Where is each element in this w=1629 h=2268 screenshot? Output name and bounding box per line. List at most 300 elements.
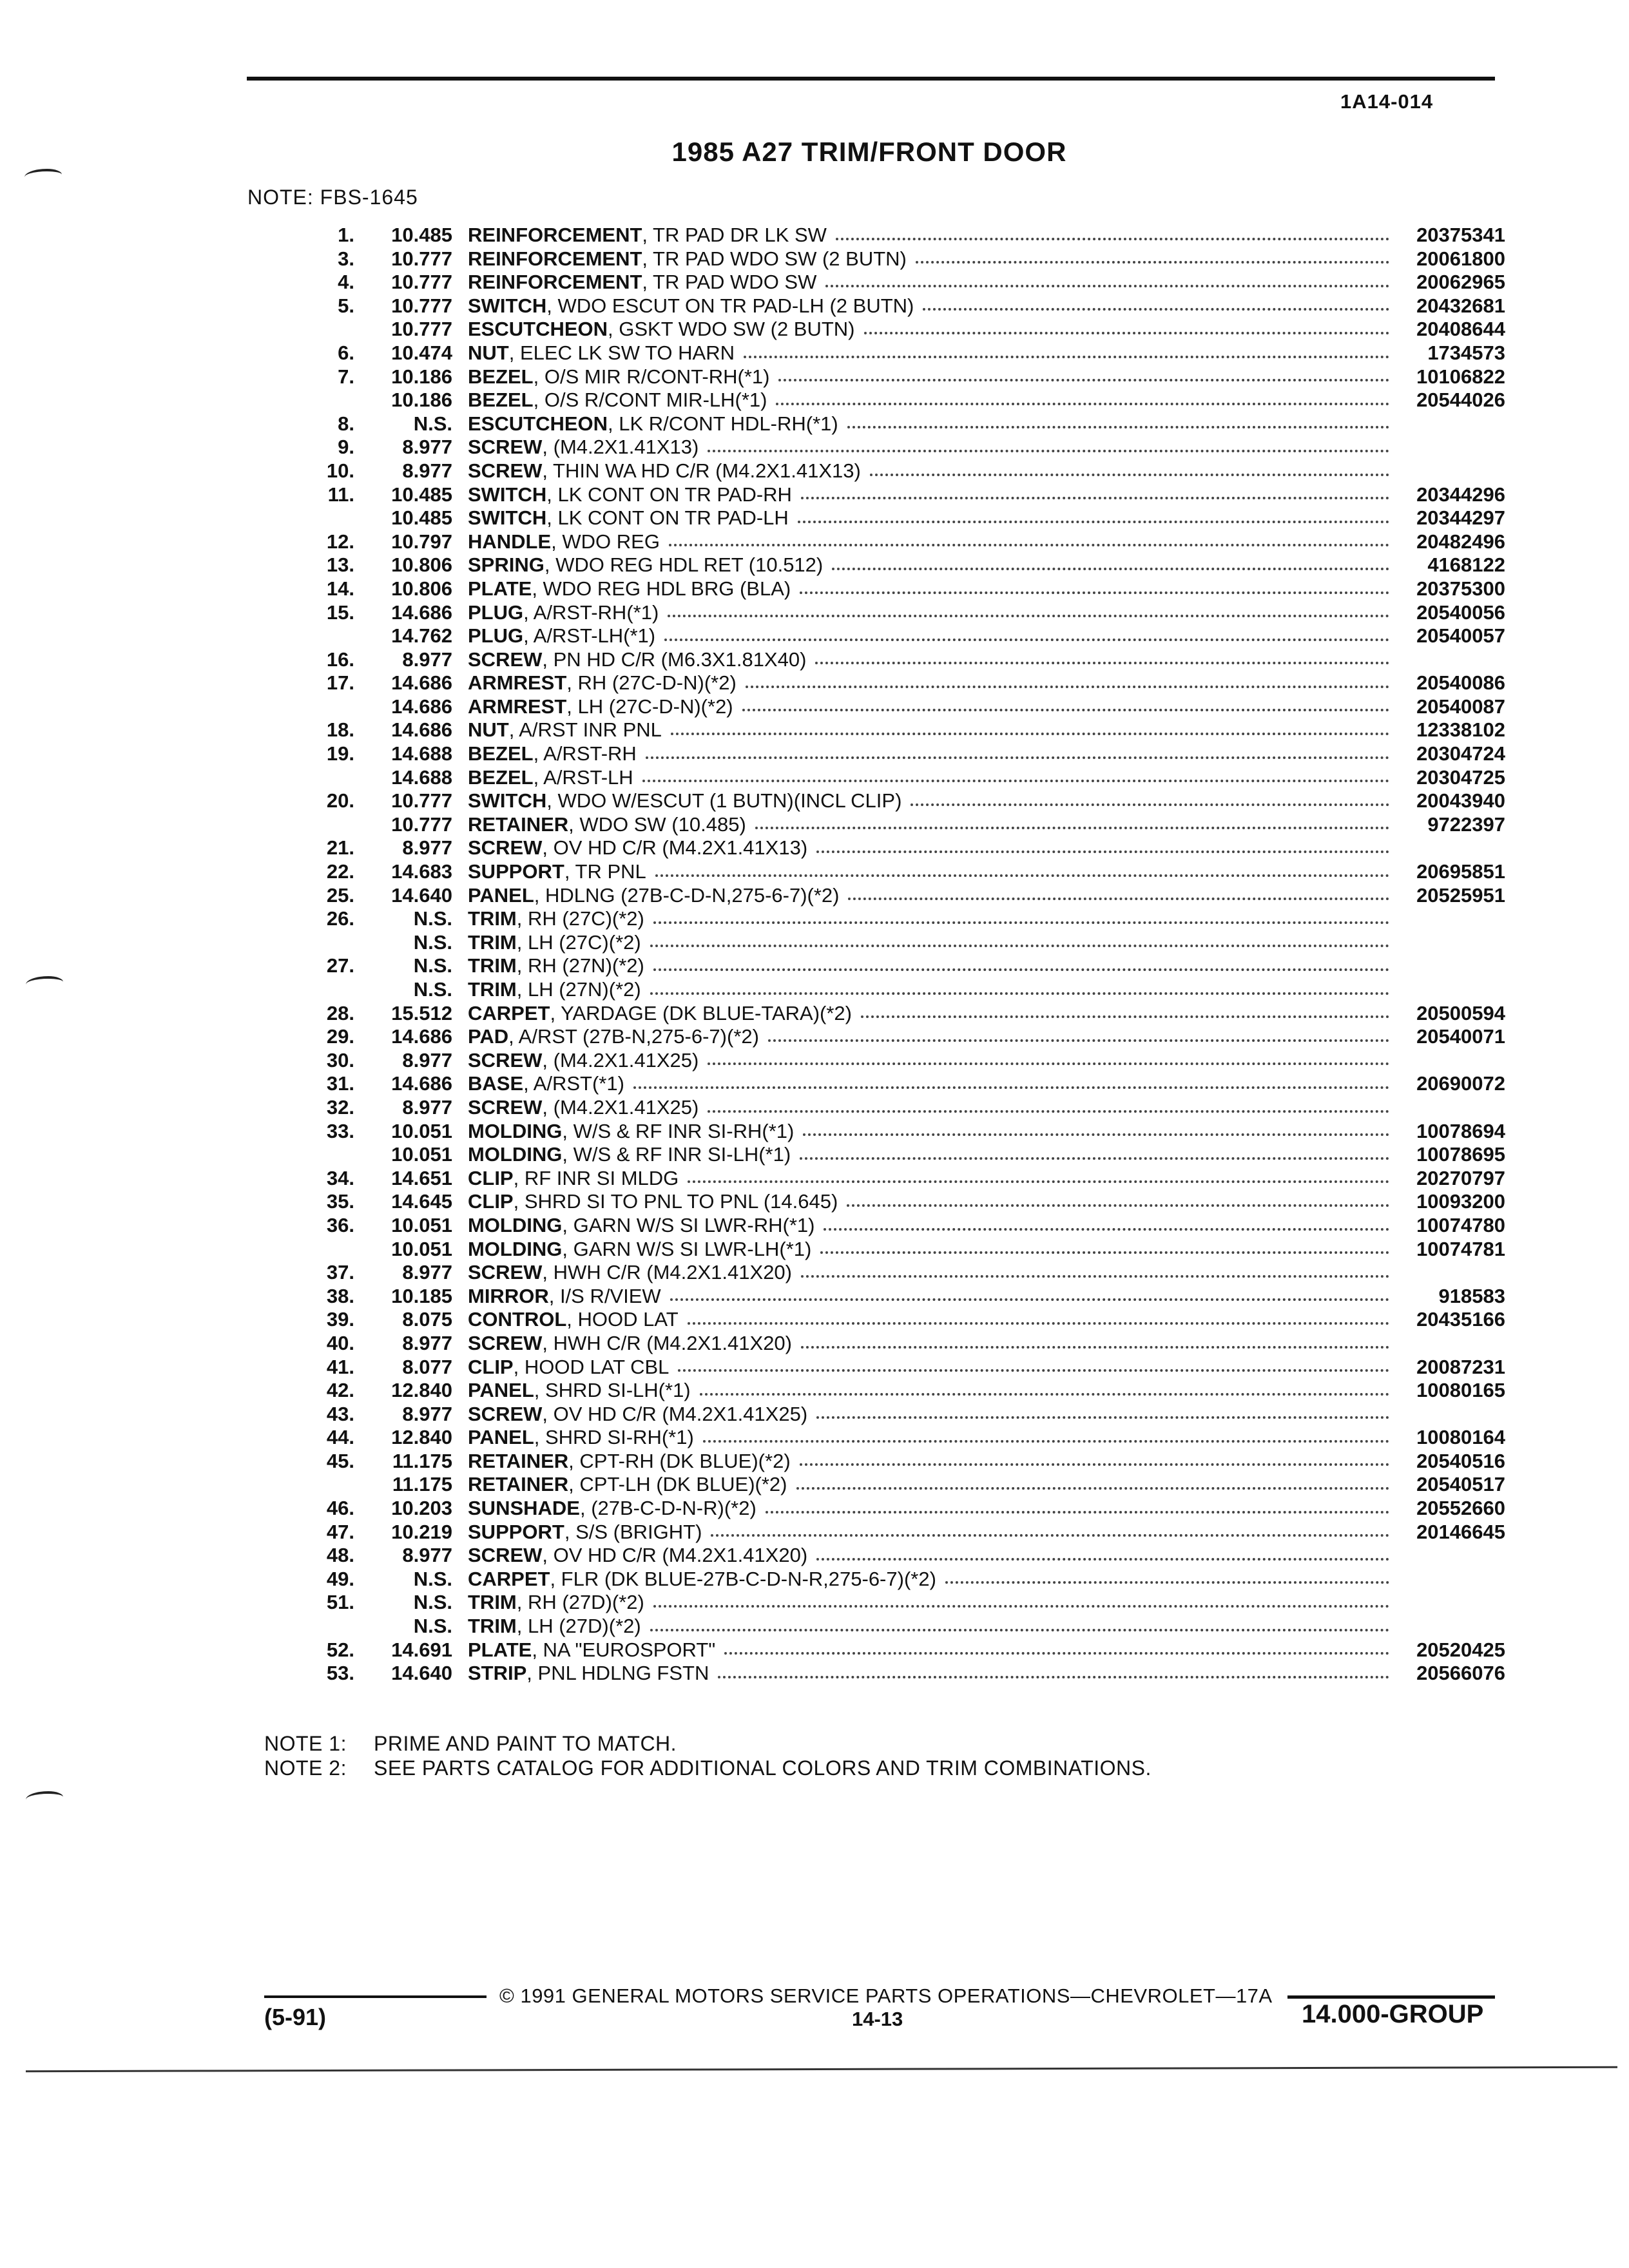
part-description [468, 341, 1389, 365]
dot-leader [708, 436, 1389, 452]
part-name: RETAINER [468, 1449, 569, 1472]
item-number: 8. [338, 412, 354, 435]
part-detail: , O/S MIR R/CONT-RH(*1) [533, 365, 770, 388]
part-row [303, 1025, 1514, 1049]
part-description [468, 389, 1389, 412]
part-description [468, 294, 1389, 318]
group-number: 10.051 [391, 1237, 452, 1260]
dot-leader [688, 1167, 1389, 1184]
dot-leader [815, 648, 1389, 665]
part-number: 20540057 [1416, 624, 1505, 648]
dot-leader [800, 577, 1389, 594]
part-description [468, 1591, 1389, 1615]
part-description [468, 1167, 1389, 1191]
part-description [468, 1497, 1389, 1521]
part-row [303, 695, 1514, 719]
group-number: 10.777 [391, 318, 452, 341]
part-description [468, 1568, 1389, 1591]
part-description [468, 506, 1389, 530]
part-description [468, 931, 1389, 955]
part-name: RETAINER [468, 1473, 569, 1496]
group-number: 10.185 [391, 1284, 452, 1307]
dot-leader [678, 1356, 1389, 1372]
part-name: CARPET [468, 1001, 550, 1024]
group-number: 12.840 [391, 1426, 452, 1449]
margin-punch-mark [26, 1791, 63, 1805]
group-number: 14.651 [391, 1166, 452, 1189]
part-description [468, 1639, 1389, 1662]
part-row [303, 836, 1514, 860]
dot-leader [650, 1615, 1389, 1631]
part-name: SCREW [468, 1095, 543, 1119]
item-number: 5. [338, 294, 354, 317]
part-name: BEZEL [468, 365, 534, 388]
part-row [303, 1662, 1514, 1686]
item-number: 17. [326, 671, 354, 695]
part-detail: , (M4.2X1.41X25) [542, 1095, 699, 1119]
part-row [303, 553, 1514, 577]
part-row [303, 884, 1514, 908]
group-number: 10.051 [391, 1143, 452, 1166]
part-row [303, 341, 1514, 365]
part-description [468, 1473, 1389, 1497]
group-number: 14.691 [391, 1638, 452, 1661]
group-number: 15.512 [391, 1001, 452, 1024]
part-description [468, 836, 1389, 860]
note-text: PRIME AND PAINT TO MATCH. [374, 1732, 677, 1755]
dot-leader [945, 1568, 1389, 1584]
page-number: 14-13 [852, 2008, 903, 2030]
part-description [468, 483, 1389, 507]
item-number: 9. [338, 436, 354, 459]
part-row [303, 1450, 1514, 1474]
part-number: 4168122 [1427, 553, 1505, 577]
part-description [468, 1544, 1389, 1568]
part-description [468, 742, 1389, 766]
group-number: N.S. [413, 954, 452, 977]
dot-leader [824, 1214, 1389, 1231]
part-detail: , A/RST-RH(*1) [523, 601, 659, 624]
part-number: 20566076 [1416, 1662, 1505, 1685]
group-number: 10.186 [391, 365, 452, 388]
note-label: NOTE 1: [264, 1732, 347, 1755]
part-name: NUT [468, 341, 509, 364]
item-number: 30. [326, 1048, 354, 1072]
note-label: NOTE 2: [264, 1756, 347, 1780]
group-number: 12.840 [391, 1379, 452, 1402]
item-number: 49. [326, 1567, 354, 1590]
part-description [468, 1002, 1389, 1026]
item-number: 35. [326, 1190, 354, 1213]
part-name: SCREW [468, 836, 543, 860]
dot-leader [796, 1473, 1390, 1490]
part-row [303, 318, 1514, 341]
dot-leader [744, 341, 1389, 358]
item-number: 33. [326, 1119, 354, 1142]
margin-punch-mark [26, 976, 63, 990]
part-number: 10074780 [1416, 1213, 1505, 1236]
part-name: TRIM [468, 1615, 517, 1638]
part-detail: , ELEC LK SW TO HARN [508, 341, 735, 364]
item-number: 27. [326, 954, 354, 977]
part-description [468, 530, 1389, 554]
dot-leader [820, 1238, 1389, 1254]
group-number: 10.485 [391, 506, 452, 530]
item-number: 14. [326, 577, 354, 600]
part-detail: , GARN W/S SI LWR-LH(*1) [562, 1237, 812, 1260]
part-name: REINFORCEMENT [468, 271, 642, 294]
part-row [303, 365, 1514, 389]
part-description [468, 648, 1389, 672]
part-detail: , A/RST (27B-N,275-6-7)(*2) [508, 1025, 759, 1048]
part-name: BEZEL [468, 389, 534, 412]
part-number: 10078695 [1416, 1143, 1505, 1166]
part-description [468, 271, 1389, 294]
part-number: 20304724 [1416, 742, 1505, 765]
part-number: 20552660 [1416, 1497, 1505, 1520]
item-number: 37. [326, 1261, 354, 1284]
part-name: BEZEL [468, 765, 534, 789]
dot-leader [700, 1379, 1389, 1396]
part-row [303, 1332, 1514, 1356]
part-detail: , CPT-LH (DK BLUE)(*2) [568, 1473, 787, 1496]
group-number: 11.175 [392, 1449, 452, 1472]
margin-punch-mark [24, 169, 62, 183]
group-number: 14.688 [391, 765, 452, 789]
part-number: 20540087 [1416, 695, 1505, 718]
part-name: SCREW [468, 459, 543, 482]
group-number: 8.977 [402, 1331, 452, 1354]
part-detail: , LK CONT ON TR PAD-RH [546, 483, 792, 506]
part-row [303, 1143, 1514, 1167]
part-row [303, 624, 1514, 648]
part-description [468, 1332, 1389, 1356]
part-number: 20482496 [1416, 530, 1505, 553]
group-label: 14.000-GROUP [1302, 2000, 1484, 2028]
dot-leader [911, 789, 1389, 806]
part-name: REINFORCEMENT [468, 247, 642, 270]
part-row [303, 483, 1514, 507]
part-name: SCREW [468, 1048, 543, 1072]
parts-list [303, 224, 1514, 1686]
group-number: 8.977 [402, 1095, 452, 1119]
part-detail: , TR PAD DR LK SW [642, 224, 827, 246]
group-number: 14.640 [391, 883, 452, 907]
part-detail: , GARN W/S SI LWR-RH(*1) [562, 1213, 815, 1236]
part-description [468, 1615, 1389, 1639]
dot-leader [668, 601, 1389, 618]
part-description [468, 813, 1389, 837]
part-row [303, 648, 1514, 672]
part-name: SCREW [468, 1544, 543, 1567]
part-description [468, 1308, 1389, 1332]
part-row [303, 718, 1514, 742]
group-number: 14.645 [391, 1190, 452, 1213]
part-number: 20432681 [1416, 294, 1505, 317]
item-number: 41. [326, 1355, 354, 1378]
part-detail: , PN HD C/R (M6.3X1.81X40) [542, 648, 807, 671]
part-detail: , SHRD SI TO PNL TO PNL (14.645) [513, 1190, 838, 1213]
group-number: N.S. [413, 1567, 452, 1590]
dot-leader [801, 1261, 1389, 1278]
part-description [468, 577, 1389, 601]
part-detail: , FLR (DK BLUE-27B-C-D-N-R,275-6-7)(*2) [550, 1567, 936, 1590]
part-detail: , S/S (BRIGHT) [564, 1520, 702, 1543]
part-detail: , PNL HDLNG FSTN [526, 1662, 709, 1685]
group-number: 10.485 [391, 224, 452, 246]
part-name: SUPPORT [468, 1520, 564, 1543]
part-description [468, 1379, 1389, 1403]
part-row [303, 1167, 1514, 1191]
group-number: 14.686 [391, 695, 452, 718]
part-row [303, 1379, 1514, 1403]
item-number: 40. [326, 1331, 354, 1354]
part-detail: , WDO REG HDL RET (10.512) [544, 553, 824, 577]
part-row [303, 907, 1514, 931]
group-number: 14.683 [391, 860, 452, 883]
part-detail: , WDO REG HDL BRG (BLA) [532, 577, 791, 600]
part-row [303, 1568, 1514, 1591]
part-row [303, 1261, 1514, 1285]
part-number: 20435166 [1416, 1308, 1505, 1331]
part-name: SCREW [468, 1261, 543, 1284]
part-detail: , RH (27D)(*2) [516, 1591, 644, 1614]
group-number: 10.777 [391, 294, 452, 317]
part-name: TRIM [468, 930, 517, 954]
group-number: 14.762 [391, 624, 452, 648]
item-number: 45. [326, 1449, 354, 1472]
part-description [468, 671, 1389, 695]
part-number: 20062965 [1416, 271, 1505, 294]
part-row [303, 766, 1514, 790]
part-number: 10078694 [1416, 1119, 1505, 1142]
dot-leader [653, 954, 1389, 971]
dot-leader [803, 1120, 1389, 1137]
part-row [303, 577, 1514, 601]
part-number: 20500594 [1416, 1001, 1505, 1024]
part-number: 20146645 [1416, 1520, 1505, 1543]
part-number: 10080164 [1416, 1426, 1505, 1449]
group-number: 8.977 [402, 1261, 452, 1284]
part-description [468, 718, 1389, 742]
part-description [468, 624, 1389, 648]
item-number: 43. [326, 1402, 354, 1425]
part-name: SCREW [468, 648, 543, 671]
part-detail: , CPT-RH (DK BLUE)(*2) [568, 1449, 791, 1472]
part-detail: , THIN WA HD C/R (M4.2X1.41X13) [542, 459, 861, 482]
part-row [303, 412, 1514, 436]
dot-leader [718, 1662, 1389, 1678]
part-number: 20061800 [1416, 247, 1505, 270]
dot-leader [708, 1049, 1389, 1066]
dot-leader [801, 1332, 1389, 1349]
group-number: N.S. [413, 978, 452, 1001]
part-detail: , SHRD SI-LH(*1) [534, 1379, 691, 1402]
copyright-line: © 1991 GENERAL MOTORS SERVICE PARTS OPERATIONS—CHEVROLET—17A [499, 1984, 1273, 2007]
part-description [468, 436, 1389, 459]
part-number: 1734573 [1427, 341, 1505, 364]
dot-leader [800, 1450, 1389, 1466]
part-detail: , LH (27C)(*2) [516, 930, 641, 954]
group-number: 10.777 [391, 789, 452, 812]
part-detail: , WDO ESCUT ON TR PAD-LH (2 BUTN) [546, 294, 914, 317]
dot-leader [832, 553, 1389, 570]
part-description [468, 1403, 1389, 1427]
part-description [468, 1450, 1389, 1474]
group-number: N.S. [413, 1615, 452, 1638]
dot-leader [708, 1096, 1389, 1113]
item-number: 42. [326, 1379, 354, 1402]
item-number: 39. [326, 1308, 354, 1331]
dot-leader [664, 624, 1389, 641]
item-number: 7. [338, 365, 354, 388]
item-number: 10. [326, 459, 354, 482]
group-number: 14.686 [391, 1025, 452, 1048]
item-number: 32. [326, 1095, 354, 1119]
part-detail: , OV HD C/R (M4.2X1.41X20) [542, 1544, 808, 1567]
part-detail: , HOOD LAT CBL [513, 1355, 670, 1378]
part-name: PLUG [468, 624, 524, 648]
group-number: 14.686 [391, 1072, 452, 1095]
part-description [468, 1521, 1389, 1544]
part-detail: , O/S R/CONT MIR-LH(*1) [533, 389, 767, 412]
part-name: ARMREST [468, 671, 567, 695]
part-detail: , HDLNG (27B-C-D-N,275-6-7)(*2) [534, 883, 840, 907]
part-name: TRIM [468, 1591, 517, 1614]
part-description [468, 1356, 1389, 1379]
part-number: 20540071 [1416, 1025, 1505, 1048]
part-detail: , OV HD C/R (M4.2X1.41X13) [542, 836, 808, 860]
part-number: 20375341 [1416, 224, 1505, 246]
dot-leader [688, 1308, 1389, 1325]
part-description [468, 1426, 1389, 1450]
part-number: 20344296 [1416, 483, 1505, 506]
part-name: TRIM [468, 907, 517, 930]
notes-section [264, 1731, 1152, 1780]
dot-leader [671, 718, 1389, 735]
part-row [303, 530, 1514, 554]
part-detail: , A/RST-RH [533, 742, 637, 765]
part-name: NUT [468, 718, 509, 742]
part-detail: , LH (27C-D-N)(*2) [566, 695, 733, 718]
group-number: 10.777 [391, 812, 452, 836]
note-text: SEE PARTS CATALOG FOR ADDITIONAL COLORS AND TRIM COMBINATIONS. [374, 1756, 1152, 1780]
group-number: 8.077 [402, 1355, 452, 1378]
item-number: 25. [326, 883, 354, 907]
part-number: 20540056 [1416, 601, 1505, 624]
part-name: CARPET [468, 1567, 550, 1590]
part-description [468, 1072, 1389, 1096]
group-number: N.S. [413, 412, 452, 435]
part-row [303, 506, 1514, 530]
part-row [303, 978, 1514, 1002]
group-number: 10.806 [391, 553, 452, 577]
part-name: BASE [468, 1072, 524, 1095]
part-row [303, 1497, 1514, 1521]
part-row [303, 931, 1514, 955]
dot-leader [836, 224, 1389, 240]
part-number: 20540086 [1416, 671, 1505, 695]
part-description [468, 1214, 1389, 1238]
dot-leader [923, 294, 1389, 311]
part-detail: , A/RST-LH(*1) [523, 624, 656, 648]
item-number: 21. [326, 836, 354, 860]
group-number: 8.977 [402, 1048, 452, 1072]
part-detail: , HOOD LAT [566, 1308, 679, 1331]
part-detail: , GSKT WDO SW (2 BUTN) [608, 318, 855, 341]
group-number: 14.686 [391, 718, 452, 742]
part-name: PLATE [468, 577, 532, 600]
part-detail: , SHRD SI-RH(*1) [534, 1426, 694, 1449]
dot-leader [670, 1285, 1389, 1302]
part-row [303, 1403, 1514, 1427]
dot-leader [650, 931, 1389, 948]
part-detail: , WDO W/ESCUT (1 BUTN)(INCL CLIP) [546, 789, 902, 812]
part-detail: , TR PAD WDO SW (2 BUTN) [642, 247, 907, 270]
footer-rule-right [1287, 1995, 1495, 1999]
top-note: NOTE: FBS-1645 [247, 186, 418, 209]
group-number: 10.777 [391, 247, 452, 270]
part-name: SWITCH [468, 789, 547, 812]
part-description [468, 1025, 1389, 1049]
part-number: 918583 [1438, 1284, 1505, 1307]
dot-leader [642, 766, 1389, 783]
dot-leader [847, 1190, 1389, 1207]
dot-leader [646, 742, 1389, 759]
part-detail: , A/RST(*1) [523, 1072, 624, 1095]
part-row [303, 601, 1514, 625]
dot-leader [800, 1143, 1389, 1160]
group-number: 10.806 [391, 577, 452, 600]
dot-leader [825, 271, 1389, 287]
part-detail: , (M4.2X1.41X25) [542, 1048, 699, 1072]
dot-leader [703, 1426, 1389, 1443]
group-number: 8.977 [402, 836, 452, 860]
part-description [468, 1049, 1389, 1073]
part-name: PLUG [468, 601, 524, 624]
group-number: 10.485 [391, 483, 452, 506]
group-number: 8.977 [402, 459, 452, 482]
part-number: 20540516 [1416, 1449, 1505, 1472]
part-detail: , OV HD C/R (M4.2X1.41X25) [542, 1402, 808, 1425]
part-name: TRIM [468, 954, 517, 977]
part-name: CLIP [468, 1166, 514, 1189]
part-description [468, 884, 1389, 908]
part-name: PANEL [468, 1379, 534, 1402]
part-description [468, 907, 1389, 931]
part-description [468, 766, 1389, 790]
part-row [303, 1473, 1514, 1497]
part-detail: , W/S & RF INR SI-RH(*1) [562, 1119, 795, 1142]
part-row [303, 1426, 1514, 1450]
part-row [303, 1521, 1514, 1544]
part-row [303, 1308, 1514, 1332]
part-name: RETAINER [468, 812, 569, 836]
part-name: ARMREST [468, 695, 567, 718]
group-number: 8.977 [402, 436, 452, 459]
revision-date: (5-91) [264, 2004, 327, 2030]
dot-leader [864, 318, 1389, 334]
item-number: 1. [338, 224, 354, 246]
part-name: SPRING [468, 553, 545, 577]
part-description [468, 978, 1389, 1002]
item-number: 31. [326, 1072, 354, 1095]
group-number: 10.051 [391, 1213, 452, 1236]
part-number: 9722397 [1427, 812, 1505, 836]
part-name: CLIP [468, 1190, 514, 1213]
part-detail: , I/S R/VIEW [548, 1284, 661, 1307]
part-detail: , WDO REG [551, 530, 660, 553]
